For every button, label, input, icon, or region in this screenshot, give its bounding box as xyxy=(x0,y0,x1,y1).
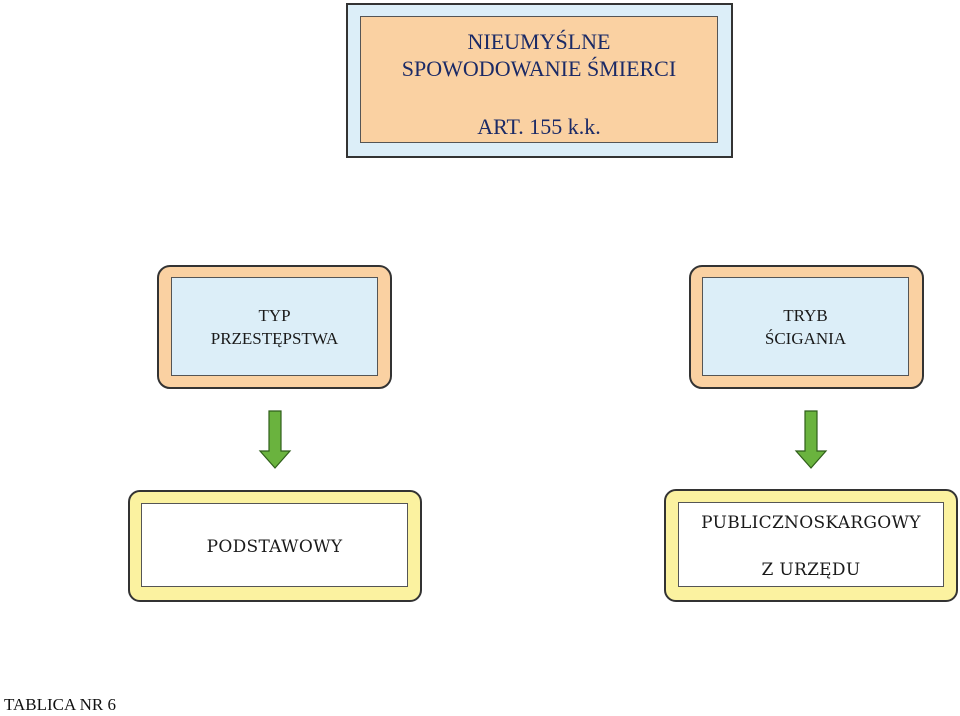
value-box-podstawowy xyxy=(141,503,408,587)
category-tryb-line-2: ŚCIGANIA xyxy=(764,329,847,348)
category-box-typ xyxy=(171,277,378,376)
title-box xyxy=(360,16,718,143)
value-z-urzedu: Z URZĘDU xyxy=(761,560,861,580)
title-line-2: SPOWODOWANIE ŚMIERCI xyxy=(401,56,677,81)
down-arrow-icon xyxy=(794,410,828,470)
value-publicznoskargowy: PUBLICZNOSKARGOWY xyxy=(701,513,921,533)
category-typ-line-2: PRZESTĘPSTWA xyxy=(210,329,339,348)
table-caption: TABLICA NR 6 xyxy=(4,695,116,714)
category-typ-line-1: TYP xyxy=(258,306,291,325)
value-box-publicznoskargowy xyxy=(678,502,944,587)
category-tryb-line-1: TRYB xyxy=(783,306,828,325)
title-line-1: NIEUMYŚLNE xyxy=(467,29,611,54)
down-arrow-icon xyxy=(258,410,292,470)
value-podstawowy: PODSTAWOWY xyxy=(206,537,343,557)
title-line-3: ART. 155 k.k. xyxy=(477,114,601,139)
category-box-tryb xyxy=(702,277,909,376)
